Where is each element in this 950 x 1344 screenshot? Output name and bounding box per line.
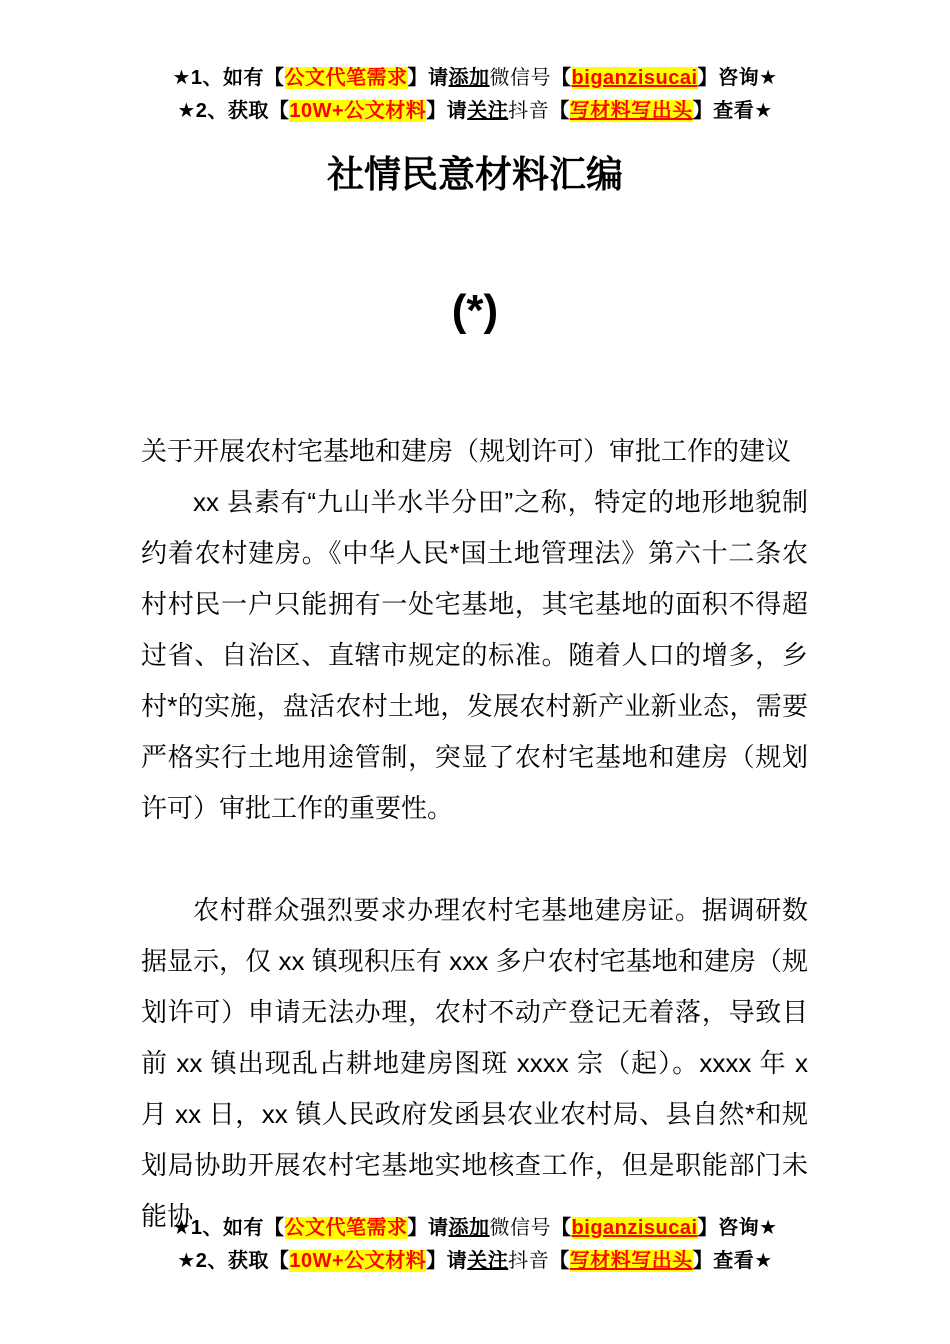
promo-text: 】查看★ [692, 100, 773, 122]
promo-wechat-id: biganzisucai [571, 67, 698, 89]
promo-footer-line-2 [0, 1245, 950, 1278]
promo-wechat-label: 微信号 [489, 1217, 552, 1239]
promo-text: 】请 [426, 100, 468, 122]
promo-text: ★2、获取【 [177, 100, 290, 122]
promo-footer [0, 1212, 950, 1278]
promo-text: 】请 [407, 67, 449, 89]
promo-wechat-label: 微信号 [489, 67, 552, 89]
document-body [141, 426, 808, 1242]
promo-follow-underline: 关注 [467, 1250, 509, 1272]
promo-text: 】请 [426, 1250, 468, 1272]
promo-header [0, 0, 950, 128]
promo-text: 【 [551, 67, 572, 89]
promo-material-highlight: 10W+公文材料 [289, 100, 427, 122]
promo-header-line-1 [0, 62, 950, 95]
promo-text: ★2、获取【 [177, 1250, 290, 1272]
promo-text: 】咨询★ [697, 1217, 778, 1239]
promo-text: 【 [551, 1217, 572, 1239]
promo-text: 【 [549, 1250, 570, 1272]
subtitle-placeholder: (*) [451, 286, 499, 335]
promo-text: 】咨询★ [697, 67, 778, 89]
page-title: 社情民意材料汇编 [327, 154, 623, 195]
promo-text: 【 [549, 100, 570, 122]
promo-follow-underline: 关注 [467, 100, 509, 122]
promo-add-underline: 添加 [448, 1217, 490, 1239]
promo-text: 】请 [407, 1217, 449, 1239]
promo-need-highlight: 公文代笔需求 [284, 1217, 408, 1239]
promo-douyin-label: 抖音 [508, 1250, 550, 1272]
promo-need-highlight: 公文代笔需求 [284, 67, 408, 89]
promo-douyin-id: 写材料写出头 [569, 100, 693, 122]
paragraph: 农村群众强烈要求办理农村宅基地建房证。据调研数据显示，仅 xx 镇现积压有 xxx 多户农村宅基地和建房（规划许可）申请无法办理，农村不动产登记无着落，导致目前 xx 镇出现乱占耕地建房图斑 xxxx 宗（起）。xxxx 年 x 月 xx 日，xx 镇人民政府发函县农业农村局、县自然*和规划局协助开展农村宅基地实地核查工作，但是职能部门未能协 [141, 895, 808, 1231]
promo-add-underline: 添加 [448, 67, 490, 89]
promo-text: 】查看★ [692, 1250, 773, 1272]
promo-douyin-label: 抖音 [508, 100, 550, 122]
article-heading: 关于开展农村宅基地和建房（规划许可）审批工作的建议 [141, 436, 792, 466]
promo-wechat-id: biganzisucai [571, 1217, 698, 1239]
paragraph: xx 县素有“九山半水半分田”之称，特定的地形地貌制约着农村建房。《中华人民*国土地管理法》第六十二条农村村民一户只能拥有一处宅基地，其宅基地的面积不得超过省、自治区、直辖市规定的标准。随着人口的增多，乡村*的实施，盘活农村土地，发展农村新产业新业态，需要严格实行土地用途管制，突显了农村宅基地和建房（规划许可）审批工作的重要性。 [141, 487, 808, 823]
promo-text: ★1、如有【 [172, 67, 285, 89]
promo-material-highlight: 10W+公文材料 [289, 1250, 427, 1272]
promo-douyin-id: 写材料写出头 [569, 1250, 693, 1272]
promo-header-line-2 [0, 95, 950, 128]
promo-text: ★1、如有【 [172, 1217, 285, 1239]
promo-footer-line-1 [0, 1212, 950, 1245]
